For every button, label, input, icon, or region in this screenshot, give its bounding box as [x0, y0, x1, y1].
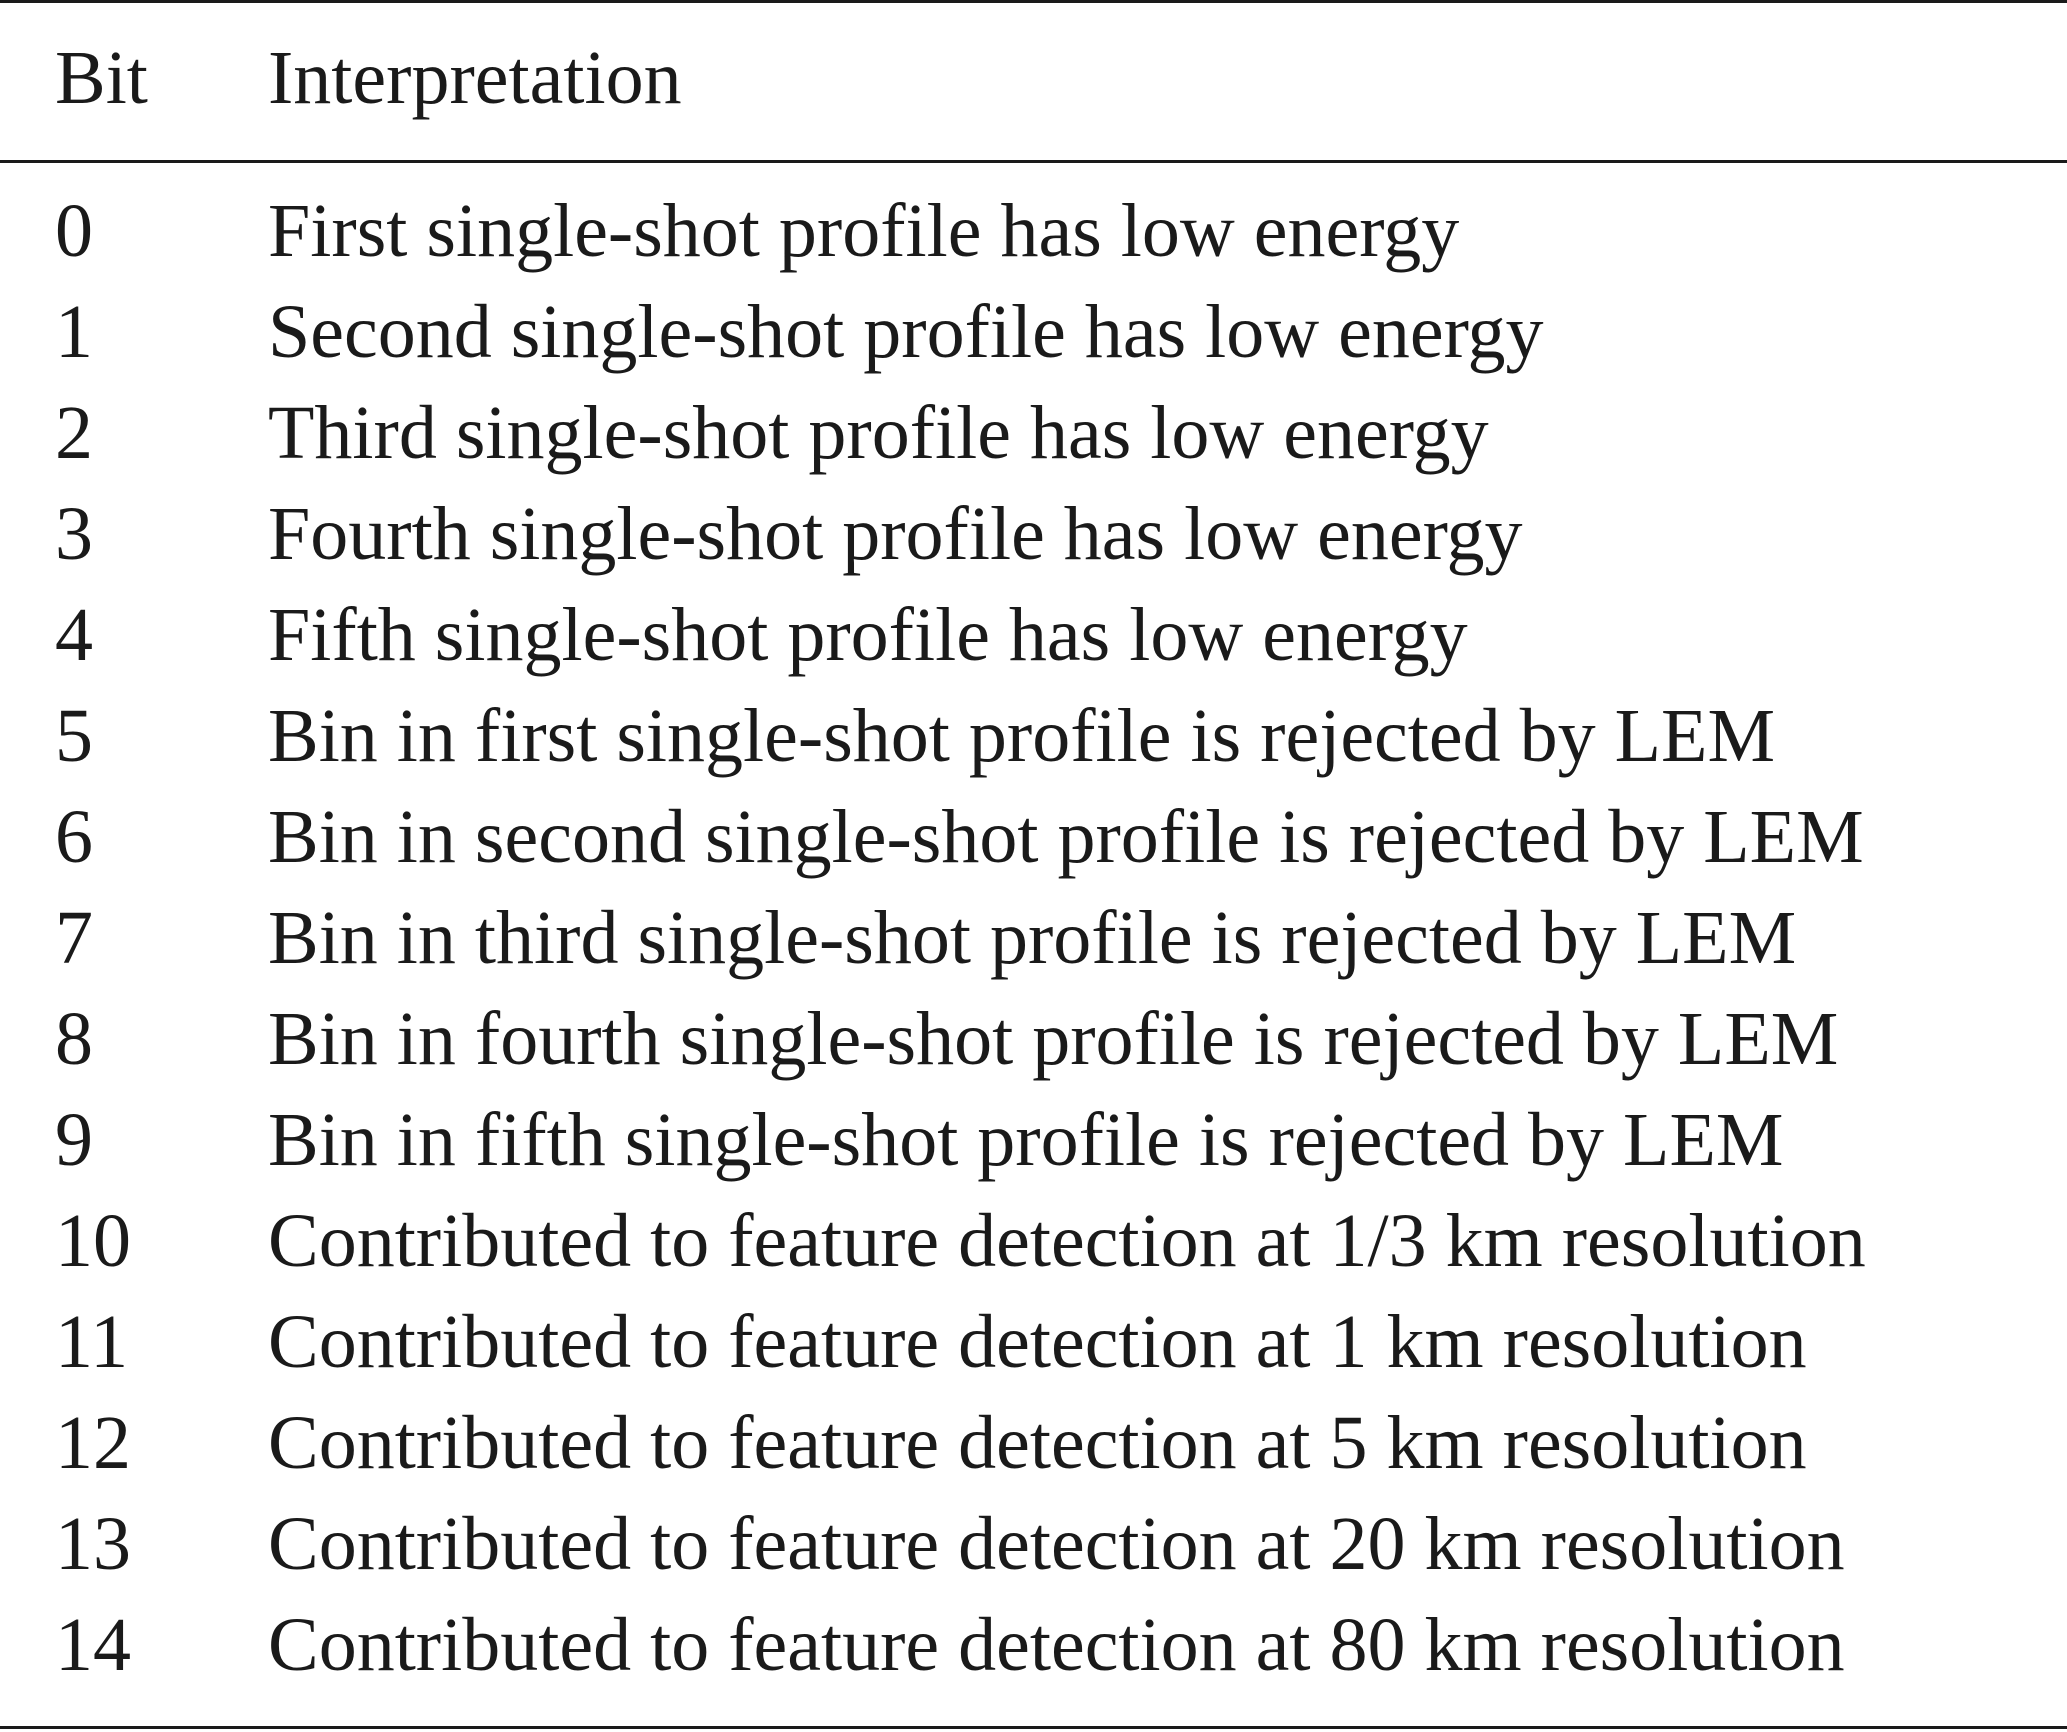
interpretation-cell: Fourth single-shot profile has low energy — [268, 492, 1523, 576]
header-interpretation: Interpretation — [268, 36, 682, 120]
table-row — [0, 591, 2067, 692]
interpretation-cell: Bin in fourth single-shot profile is rejected by LEM — [268, 997, 1839, 1081]
top-rule — [0, 0, 2067, 3]
bit-cell: 5 — [55, 694, 93, 778]
bit-cell: 7 — [55, 896, 93, 980]
bit-cell: 3 — [55, 492, 93, 576]
bit-cell: 0 — [55, 189, 93, 273]
bit-cell: 8 — [55, 997, 93, 1081]
table-row — [0, 1500, 2067, 1601]
interpretation-cell: Contributed to feature detection at 20 km resolution — [268, 1502, 1845, 1586]
interpretation-cell: Bin in third single-shot profile is rejected by LEM — [268, 896, 1797, 980]
interpretation-cell: Contributed to feature detection at 1 km resolution — [268, 1300, 1807, 1384]
bit-cell: 14 — [55, 1603, 131, 1687]
interpretation-cell: Bin in second single-shot profile is rejected by LEM — [268, 795, 1864, 879]
table-row — [0, 1096, 2067, 1197]
table-row — [0, 288, 2067, 389]
interpretation-cell: Contributed to feature detection at 1/3 km resolution — [268, 1199, 1866, 1283]
interpretation-cell: Bin in first single-shot profile is rejected by LEM — [268, 694, 1776, 778]
table-row — [0, 187, 2067, 288]
bit-cell: 12 — [55, 1401, 131, 1485]
table-row — [0, 995, 2067, 1096]
bit-cell: 1 — [55, 290, 93, 374]
bit-cell: 13 — [55, 1502, 131, 1586]
interpretation-cell: Second single-shot profile has low energy — [268, 290, 1544, 374]
bit-cell: 11 — [55, 1300, 129, 1384]
interpretation-cell: Third single-shot profile has low energy — [268, 391, 1489, 475]
table-row — [0, 1197, 2067, 1298]
table-body — [0, 187, 2067, 1702]
table-row — [0, 389, 2067, 490]
bit-cell: 2 — [55, 391, 93, 475]
table-row — [0, 894, 2067, 995]
table-row — [0, 490, 2067, 591]
interpretation-cell: First single-shot profile has low energy — [268, 189, 1460, 273]
table-row — [0, 1298, 2067, 1399]
bottom-rule — [0, 1726, 2067, 1729]
interpretation-cell: Fifth single-shot profile has low energy — [268, 593, 1468, 677]
table-row — [0, 793, 2067, 894]
table-row — [0, 1399, 2067, 1500]
bit-cell: 4 — [55, 593, 93, 677]
bit-cell: 6 — [55, 795, 93, 879]
header-rule — [0, 160, 2067, 163]
interpretation-cell: Contributed to feature detection at 80 km resolution — [268, 1603, 1845, 1687]
interpretation-cell: Bin in fifth single-shot profile is rejected by LEM — [268, 1098, 1784, 1182]
bit-cell: 9 — [55, 1098, 93, 1182]
interpretation-cell: Contributed to feature detection at 5 km resolution — [268, 1401, 1807, 1485]
bit-cell: 10 — [55, 1199, 131, 1283]
table-header-row — [0, 34, 2067, 122]
table-row — [0, 692, 2067, 793]
table-row — [0, 1601, 2067, 1702]
header-bit: Bit — [55, 36, 148, 120]
